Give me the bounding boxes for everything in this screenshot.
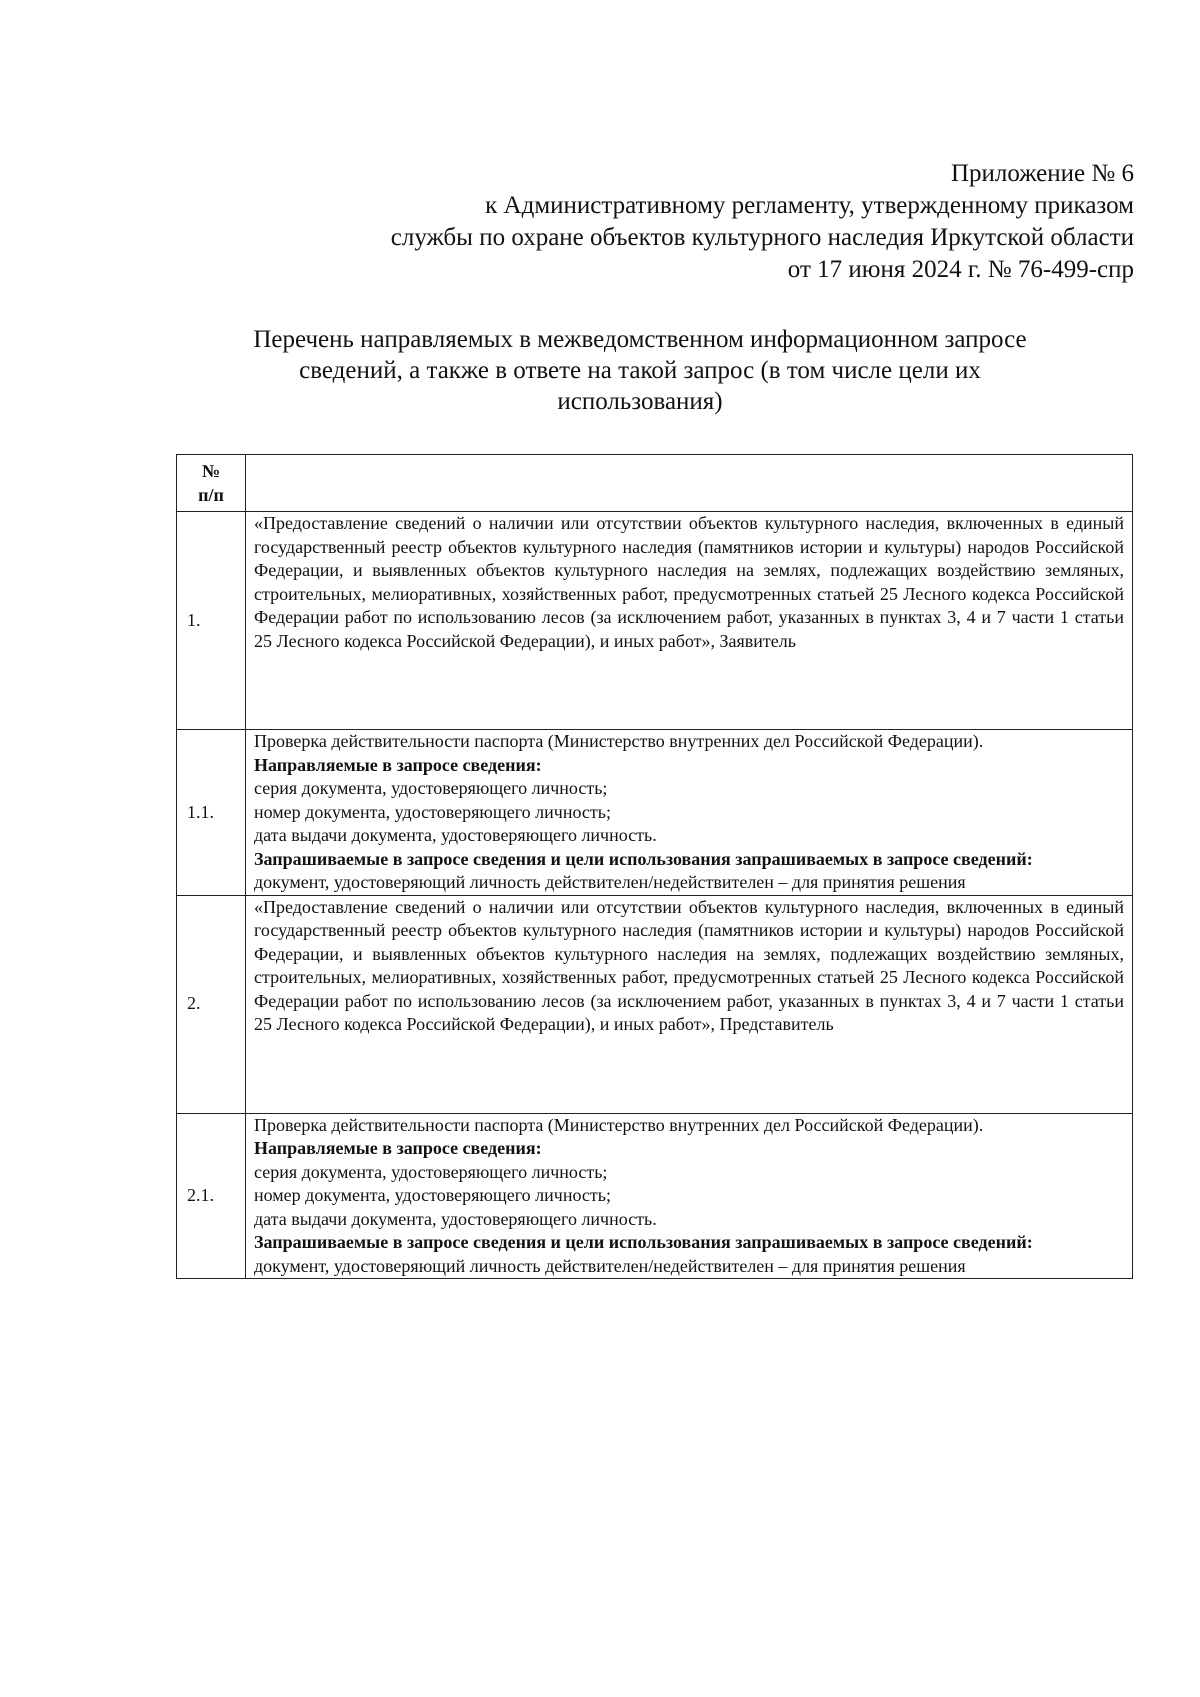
information-request-table: [176, 454, 1133, 1279]
sent-data-item: номер документа, удостоверяющего личность;: [254, 1185, 611, 1205]
check-description: Проверка действительности паспорта (Министерство внутренних дел Российской Федерации).: [254, 1114, 984, 1135]
number-header-abbrev: п/п: [198, 485, 224, 505]
requested-data-text: документ, удостоверяющий личность действителен/недействителен – для принятия решения: [254, 872, 966, 892]
appendix-number: Приложение № 6: [950, 160, 1134, 187]
row-number: 1.1.: [177, 730, 246, 896]
sent-data-item: дата выдачи документа, удостоверяющего личность.: [254, 825, 657, 845]
sent-data-heading: Направляемые в запросе сведения:: [254, 1138, 542, 1158]
approval-regulation-line: к Административному регламенту, утвержденному приказом: [485, 192, 1134, 219]
request-details: [246, 1113, 1133, 1279]
service-description: «Предоставление сведений о наличии или отсутствии объектов культурного наследия, включенных в единый государственный реестр объектов культурного наследия (памятников истории и культуры) народов Российской Федерации, и выявленных объектов культурного наследия на землях, подлежащих воздействию земляных, строительных, мелиоративных, хозяйственных работ, предусмотренных статьей 25 Лесного кодекса Российской Федерации работ по использованию лесов (за исключением работ, указанных в пунктах 3, 4 и 7 части 1 статьи 25 Лесного кодекса Российской Федерации), и иных работ», Представитель: [246, 895, 1133, 1113]
row-number: 2.: [177, 895, 246, 1113]
content-column-header: [246, 455, 1133, 512]
table-row: [177, 512, 1133, 730]
row-number: 1.: [177, 512, 246, 730]
title-line: Перечень направляемых в межведомственном информационном запросе: [253, 326, 1027, 353]
title-line: сведений, а также в ответе на такой запрос (в том числе цели их: [299, 357, 981, 384]
service-description: «Предоставление сведений о наличии или отсутствии объектов культурного наследия, включенных в единый государственный реестр объектов культурного наследия (памятников истории и культуры) народов Российской Федерации, и выявленных объектов культурного наследия на землях, подлежащих воздействию земляных, строительных, мелиоративных, хозяйственных работ, предусмотренных статьей 25 Лесного кодекса Российской Федерации работ по использованию лесов (за исключением работ, указанных в пунктах 3, 4 и 7 части 1 статьи 25 Лесного кодекса Российской Федерации), и иных работ», Заявитель: [246, 512, 1133, 730]
sent-data-item: дата выдачи документа, удостоверяющего личность.: [254, 1208, 657, 1229]
check-description: Проверка действительности паспорта (Министерство внутренних дел Российской Федерации).: [254, 731, 984, 751]
approval-block: [154, 158, 1134, 286]
number-header-symbol: №: [201, 461, 221, 481]
sent-data-item: номер документа, удостоверяющего личность;: [254, 801, 611, 822]
document-title: [190, 324, 1090, 417]
sent-data-heading: Направляемые в запросе сведения:: [254, 754, 542, 775]
table-row: [177, 895, 1133, 1113]
table-row: [177, 1113, 1133, 1279]
requested-data-heading: Запрашиваемые в запросе сведения и цели использования запрашиваемых в запросе сведений:: [254, 848, 1033, 869]
requested-data-heading: Запрашиваемые в запросе сведения и цели использования запрашиваемых в запросе сведений:: [254, 1232, 1033, 1252]
requested-data-text: документ, удостоверяющий личность действителен/недействителен – для принятия решения: [254, 1255, 966, 1276]
approval-authority-line: службы по охране объектов культурного наследия Иркутской области: [390, 224, 1134, 251]
title-line: использования): [557, 388, 723, 415]
table-row: [177, 730, 1133, 896]
row-number: 2.1.: [177, 1113, 246, 1279]
table-header-row: [177, 455, 1133, 512]
number-column-header: [177, 455, 246, 512]
approval-date-line: от 17 июня 2024 г. № 76-499-спр: [787, 256, 1134, 283]
request-details: [246, 730, 1133, 896]
sent-data-item: серия документа, удостоверяющего личность;: [254, 1161, 608, 1182]
sent-data-item: серия документа, удостоверяющего личность;: [254, 778, 608, 798]
